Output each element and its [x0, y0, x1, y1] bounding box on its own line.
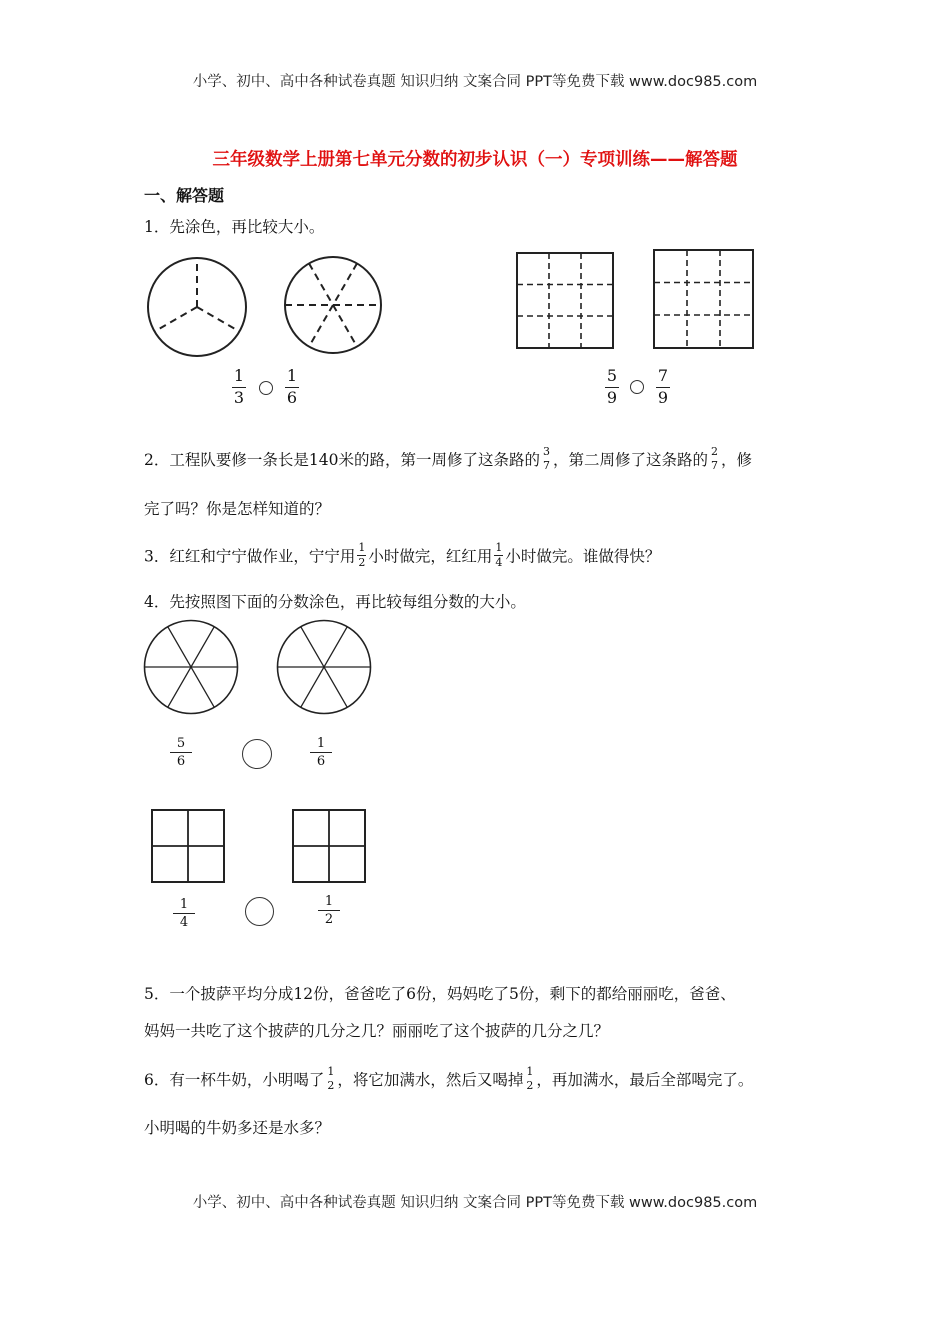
question-1-text: 1．先涂色，再比较大小。	[144, 218, 325, 236]
q1-circle-thirds	[146, 256, 248, 358]
fraction-bar	[318, 910, 340, 911]
numerator: 1	[286, 366, 298, 385]
denominator: 9	[606, 388, 618, 407]
q6-text-part3: ，再加满水，最后全部喝完了。	[536, 1071, 754, 1089]
q1-fraction-5-9	[605, 367, 619, 407]
q4-square-quarters-right	[292, 809, 366, 883]
denominator: 2	[358, 556, 366, 569]
q4-fraction-5-6	[170, 736, 192, 769]
denominator: 6	[176, 754, 186, 769]
q6-text-part2: ，将它加满水，然后又喝掉	[337, 1071, 524, 1089]
denominator: 2	[526, 1079, 534, 1092]
numerator: 5	[606, 366, 618, 385]
q1-compare-circle-2[interactable]	[630, 380, 644, 394]
q1-fraction-7-9	[656, 367, 670, 407]
numerator: 1	[316, 736, 326, 751]
denominator: 6	[316, 754, 326, 769]
numerator: 1	[358, 541, 366, 554]
numerator: 1	[526, 1065, 534, 1078]
numerator: 7	[657, 366, 669, 385]
q4-square-quarters-left	[151, 809, 225, 883]
denominator: 7	[542, 459, 550, 472]
page-header: 小学、初中、高中各种试卷真题 知识归纳 文案合同 PPT等免费下载 www.doc985.com	[192, 74, 758, 90]
question-5-line-1: 5．一个披萨平均分成12份，爸爸吃了6份，妈妈吃了5份，剩下的都给丽丽吃，爸爸、	[144, 985, 736, 1003]
numerator: 2	[710, 445, 718, 458]
q6-text-part1: 6．有一杯牛奶，小明喝了	[144, 1071, 325, 1089]
q3-text-part2: 小时做完，红红用	[368, 547, 493, 566]
numerator: 1	[495, 541, 503, 554]
question-2-line-2: 完了吗？你是怎样知道的？	[144, 500, 331, 518]
page-title: 三年级数学上册第七单元分数的初步认识（一）专项训练——解答题	[212, 150, 738, 170]
denominator: 9	[657, 388, 669, 407]
q1-square-ninths-left	[516, 252, 614, 349]
denominator: 7	[710, 459, 718, 472]
denominator: 6	[286, 388, 298, 407]
question-2-line-1	[144, 445, 752, 474]
q6-fraction-1-2-a	[326, 1066, 335, 1092]
page-footer: 小学、初中、高中各种试卷真题 知识归纳 文案合同 PPT等免费下载 www.doc985.com	[192, 1195, 758, 1211]
question-3-text	[144, 541, 661, 571]
q1-square-ninths-right	[653, 249, 754, 349]
q1-fraction-1-6	[285, 367, 299, 407]
numerator: 1	[233, 366, 245, 385]
q2-text-part1: 2．工程队要修一条长是140米的路，第一周修了这条路的	[144, 451, 540, 469]
question-6-line-1	[144, 1065, 754, 1094]
denominator: 4	[495, 556, 503, 569]
q3-fraction-1-4	[494, 542, 503, 569]
q3-text-part3: 小时做完。谁做得快？	[505, 547, 661, 566]
q3-text-part1: 3．红红和宁宁做作业，宁宁用	[144, 547, 356, 566]
fraction-bar	[310, 752, 332, 753]
fraction-bar	[173, 913, 195, 914]
q4-circle-sixths-left	[143, 619, 239, 715]
denominator: 2	[324, 912, 334, 927]
question-4-text: 4．先按照图下面的分数涂色，再比较每组分数的大小。	[144, 593, 526, 611]
q6-fraction-1-2-b	[525, 1066, 534, 1092]
denominator: 3	[233, 388, 245, 407]
fraction-bar	[170, 752, 192, 753]
question-6-line-2: 小明喝的牛奶多还是水多？	[144, 1119, 331, 1137]
section-heading: 一、解答题	[144, 186, 225, 205]
q2-text-part2: ，第二周修了这条路的	[552, 451, 708, 469]
q4-fraction-1-6	[310, 736, 332, 769]
denominator: 4	[179, 915, 189, 930]
q4-compare-circle-1[interactable]	[242, 739, 272, 769]
numerator: 5	[176, 736, 186, 751]
q2-fraction-2-7	[710, 446, 719, 472]
q4-fraction-1-4	[173, 897, 195, 930]
q2-text-part3: ，修	[720, 451, 752, 469]
numerator: 1	[327, 1065, 335, 1078]
q4-fraction-1-2	[318, 894, 340, 927]
numerator: 1	[179, 897, 189, 912]
q1-compare-circle-1[interactable]	[259, 381, 273, 395]
q3-fraction-1-2	[357, 542, 366, 569]
q4-compare-circle-2[interactable]	[245, 897, 274, 926]
q1-fraction-1-3	[232, 367, 246, 407]
denominator: 2	[327, 1079, 335, 1092]
q4-circle-sixths-right	[276, 619, 372, 715]
numerator: 3	[542, 445, 550, 458]
q2-fraction-3-7	[542, 446, 551, 472]
question-5-line-2: 妈妈一共吃了这个披萨的几分之几？丽丽吃了这个披萨的几分之几？	[144, 1022, 610, 1040]
q1-circle-sixths	[283, 255, 383, 355]
numerator: 1	[324, 894, 334, 909]
